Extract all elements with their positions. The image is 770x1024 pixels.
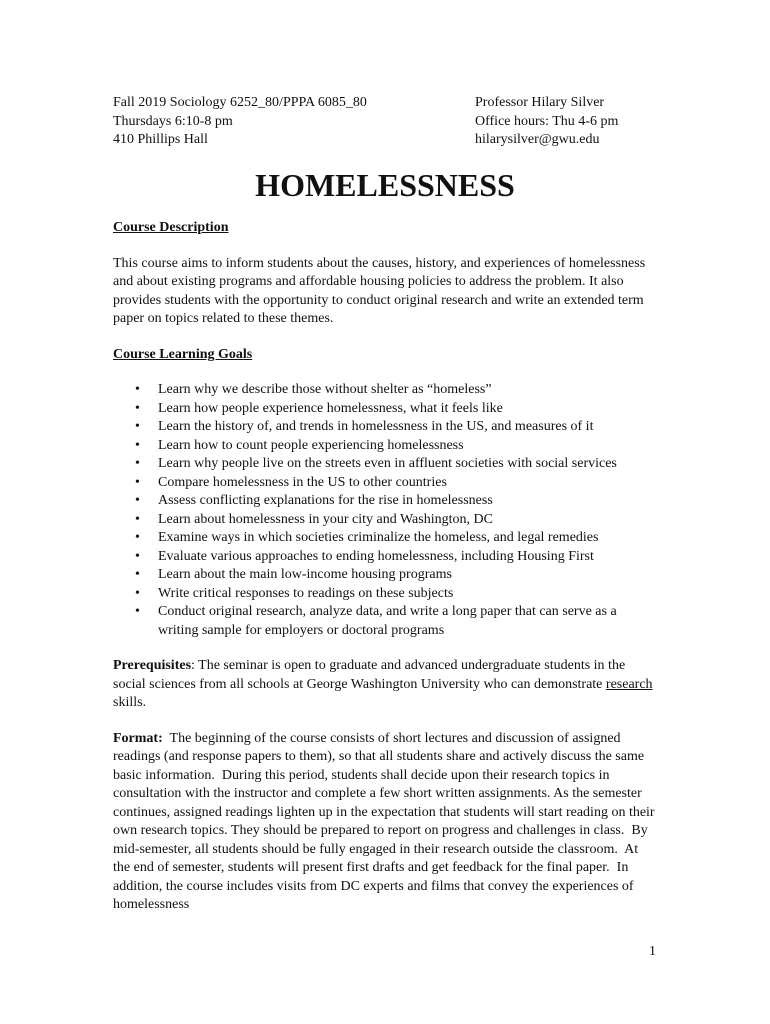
course-info: [113, 94, 453, 150]
prerequisites-label: Prerequisites: [113, 658, 192, 673]
syllabus-body: [113, 219, 658, 932]
prerequisites-research-word: research: [605, 676, 653, 692]
list-item: • Learn how people experience homelessness, what it feels like: [158, 400, 658, 419]
list-item: • Learn the history of, and trends in homelessness in the US, and measures of it: [158, 418, 658, 437]
course-description-text: This course aims to inform students about the causes, history, and experiences of homelessness and about existing programs and affordable housing policies to address the problem. It also provides students with the opportunity to conduct original research and write an extended term paper on topics related to these themes.: [113, 255, 646, 326]
course-location: 410 Phillips Hall: [113, 132, 208, 147]
list-item: • Conduct original research, analyze data, and write a long paper that can serve as a writing sample for employers or doctoral programs: [158, 603, 658, 640]
learning-goals-heading: Course Learning Goals: [113, 346, 253, 362]
prerequisites-text-end: skills.: [113, 695, 147, 710]
page-number: 1: [649, 944, 656, 959]
format-label: Format:: [113, 730, 163, 746]
instructor-info: [475, 94, 675, 150]
format-text: The beginning of the course consists of short lectures and discussion of assigned readings (and response papers to them), so that all students share and actively discuss the same basic information. During this period, students shall decide upon their research topics in consultation with the instructor and complete a few short written assignments. As the semester continues, assigned readings lighten up in the expectation that students will start reading on their own research topics. They should be prepared to report on progress and challenges in class. By mid-semester, all students should be fully engaged in their research outside the classroom. At the end of semester, students will present first drafts and get feedback for the final paper. In addition, the course includes visits from DC experts and films that convey the experiences of homelessness: [113, 730, 659, 912]
course-code: Fall 2019 Sociology 6252_80/PPPA 6085_80: [113, 95, 367, 110]
prerequisites-text: : The seminar is open to graduate and advanced undergraduate students in the social sciences from all schools at George Washington University who can demonstrate: [113, 658, 626, 692]
list-item: • Learn how to count people experiencing homelessness: [158, 437, 658, 456]
list-item: • Learn why we describe those without shelter as “homeless”: [158, 381, 658, 400]
list-item: • Examine ways in which societies criminalize the homeless, and legal remedies: [158, 529, 658, 548]
list-item: • Learn about the main low-income housing programs: [158, 566, 658, 585]
list-item: • Compare homelessness in the US to other countries: [158, 474, 658, 493]
page-title: HOMELESSNESS: [255, 167, 515, 203]
professor-name: Professor Hilary Silver: [475, 95, 605, 110]
professor-email: hilarysilver@gwu.edu: [475, 132, 600, 147]
list-item: • Learn why people live on the streets even in affluent societies with social services: [158, 455, 658, 474]
list-item: • Evaluate various approaches to ending homelessness, including Housing First: [158, 548, 658, 567]
learning-goals-list: [113, 381, 658, 640]
list-item: • Learn about homelessness in your city and Washington, DC: [158, 511, 658, 530]
prerequisites-paragraph: [113, 657, 658, 713]
format-paragraph: [113, 730, 658, 915]
course-time: Thursdays 6:10-8 pm: [113, 113, 233, 129]
course-description-heading: Course Description: [113, 220, 229, 235]
office-hours: Office hours: Thu 4-6 pm: [475, 113, 619, 129]
list-item: • Assess conflicting explanations for the rise in homelessness: [158, 492, 658, 511]
list-item: • Write critical responses to readings on these subjects: [158, 585, 658, 604]
